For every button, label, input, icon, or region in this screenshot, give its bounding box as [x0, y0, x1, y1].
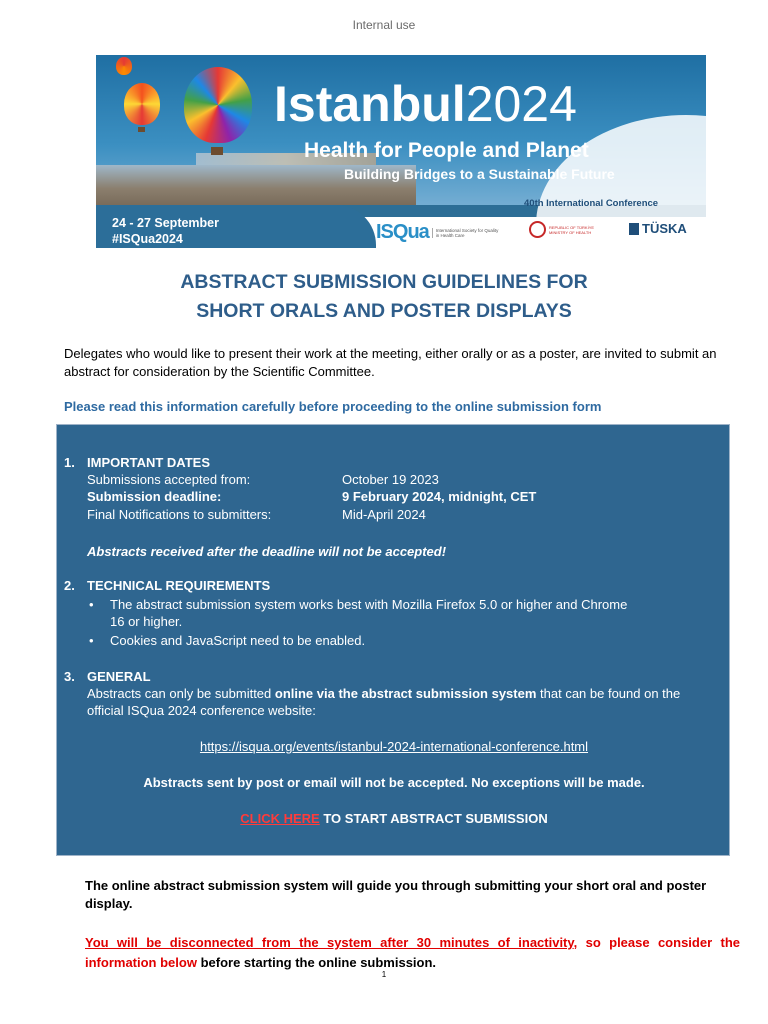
section-number: 2. — [64, 578, 75, 593]
date-value: 9 February 2024, midnight, CET — [342, 489, 537, 504]
general-paragraph — [87, 685, 707, 719]
banner-slogan: Health for People and Planet — [304, 139, 589, 162]
banner-year: 2024 — [465, 76, 577, 132]
ministry-of-health-logo — [529, 221, 597, 238]
hot-air-balloon-icon — [124, 83, 160, 125]
list-item-text: Cookies and JavaScript need to be enabled. — [110, 633, 366, 648]
bullet-icon: • — [89, 633, 94, 648]
general-text: that can be found on the official ISQua 2024 conference website: — [87, 686, 681, 718]
deadline-warning: Abstracts received after the deadline will not be accepted! — [87, 544, 447, 559]
banner-date-range: 24 - 27 September — [112, 216, 219, 230]
ministry-logo-text: REPUBLIC OF TÜRKİYE MINISTRY OF HEALTH — [549, 224, 595, 235]
date-label: Final Notifications to submitters: — [87, 507, 272, 522]
banner-city: Istanbul — [274, 76, 466, 132]
website-link-row — [57, 738, 731, 755]
read-carefully-note: Please read this information carefully before proceeding to the online submission form — [64, 399, 602, 414]
list-item-text: The abstract submission system works best with Mozilla Firefox 5.0 or higher and Chrome 16 or higher. — [110, 597, 628, 629]
guide-paragraph: The online abstract submission system will guide you through submitting your short oral and poster display. — [85, 878, 707, 911]
title-line-1: ABSTRACT SUBMISSION GUIDELINES FOR — [180, 271, 588, 293]
date-label: Submissions accepted from: — [87, 472, 251, 487]
disconnect-text: before starting the online submission. — [196, 955, 437, 970]
disconnect-text-red: You will be disconnected from the system after 30 minutes of inactivity — [85, 935, 574, 950]
conference-website-link[interactable]: https://isqua.org/events/istanbul-2024-international-conference.html — [199, 739, 589, 754]
tuska-logo-mark: TÜSKA — [642, 221, 687, 236]
banner-hashtag: #ISQua2024 — [112, 232, 183, 246]
info-box — [56, 424, 730, 856]
balloon-basket — [211, 147, 223, 155]
section-title: TECHNICAL REQUIREMENTS — [87, 578, 271, 593]
tuska-logo — [629, 221, 687, 236]
bullet-icon: • — [89, 597, 94, 612]
no-post-notice: Abstracts sent by post or email will not be accepted. No exceptions will be made. — [143, 775, 645, 790]
start-submission-row — [57, 810, 731, 827]
page-number: 1 — [381, 970, 387, 979]
isqua-logo-mark: ISQua — [376, 221, 429, 243]
general-text: Abstracts can only be submitted — [87, 686, 275, 701]
banner-city-title — [274, 75, 577, 133]
banner-subslogan: Building Bridges to a Sustainable Future — [344, 166, 615, 182]
section-title: GENERAL — [87, 669, 151, 684]
banner-dates — [112, 215, 219, 247]
section-number: 3. — [64, 669, 75, 684]
section-title: IMPORTANT DATES — [87, 455, 211, 470]
date-value: Mid-April 2024 — [342, 507, 426, 522]
click-here-link[interactable]: CLICK HERE — [240, 811, 320, 826]
banner-conference: 40th International Conference — [524, 198, 659, 209]
intro-paragraph: Delegates who would like to present their work at the meeting, either orally or as a poster, are invited to submit an abstract for consideration by the Scientific Committee. — [64, 346, 717, 379]
title-line-2: SHORT ORALS AND POSTER DISPLAYS — [196, 300, 572, 322]
tuska-icon — [629, 223, 639, 235]
date-label: Submission deadline: — [87, 489, 222, 504]
section-number: 1. — [64, 455, 75, 470]
disconnect-text-red-3: information below — [85, 955, 197, 970]
start-submission-text: TO START ABSTRACT SUBMISSION — [319, 811, 548, 826]
header-note: Internal use — [352, 18, 416, 32]
disconnect-text-red-2: , so please consider the — [573, 935, 740, 950]
isqua-logo-text: International Society for Quality in Health Care — [432, 228, 502, 238]
hot-air-balloon-icon — [116, 57, 132, 75]
balloon-basket — [138, 127, 145, 132]
page-title — [0, 268, 768, 326]
date-value: October 19 2023 — [342, 472, 439, 487]
hot-air-balloon-icon — [184, 67, 252, 143]
conference-banner — [96, 55, 706, 248]
general-text-bold: online via the abstract submission system — [274, 686, 537, 701]
ministry-seal-icon — [529, 221, 546, 238]
disconnect-warning — [85, 933, 740, 973]
isqua-logo — [376, 221, 502, 244]
